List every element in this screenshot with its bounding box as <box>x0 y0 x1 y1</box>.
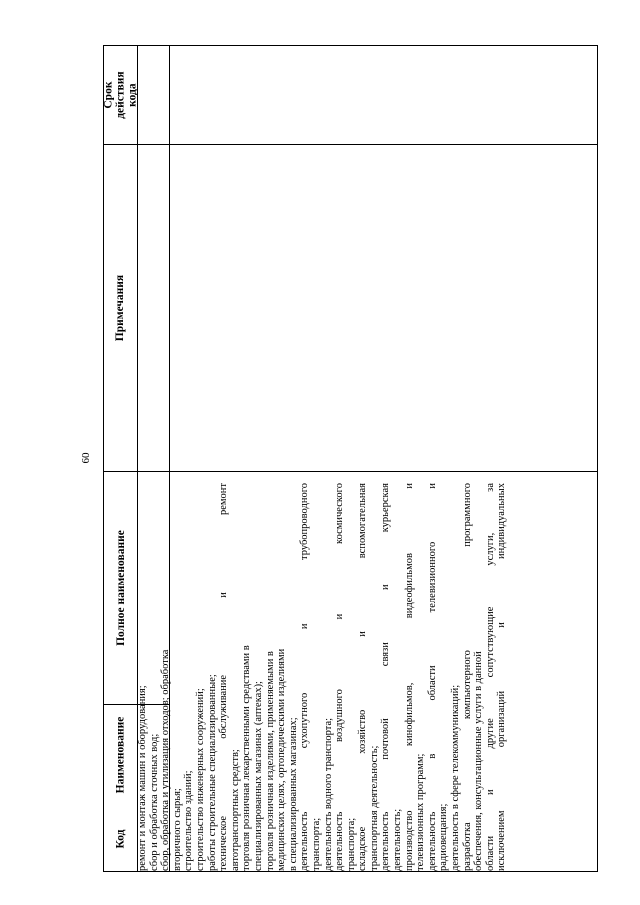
text-line: радиовещания; <box>438 803 450 871</box>
text-line: деятельность в сфере телекоммуникаций; <box>450 684 462 871</box>
text-line: деятельность; <box>392 808 404 871</box>
text-line: разработка компьютерного программного <box>461 483 473 871</box>
header-code-label: Код <box>114 829 127 849</box>
text-line: техническое обслуживание и ремонт <box>218 483 230 871</box>
header-name-label: Наименование <box>114 717 127 794</box>
text-line: транспорта; <box>345 817 357 871</box>
text-line: транспорта; <box>310 817 322 871</box>
text-line: медицинских целях, ортопедическими изделиями <box>276 648 288 871</box>
text-line: деятельность сухопутного и трубопроводного <box>299 483 311 871</box>
text-line: складское хозяйство и вспомогательная <box>357 483 369 871</box>
text-line: производство кинофильмов, видеофильмов и <box>403 483 415 871</box>
page-number: 60 <box>80 452 92 464</box>
text-line: деятельность в области телевизионного и <box>426 483 438 871</box>
header-name <box>104 705 137 806</box>
text-line: обеспечения, консультационные услуги в данной <box>473 651 485 871</box>
text-line: сбор и обработка сточных вод; <box>148 733 160 871</box>
header-validity <box>104 46 137 144</box>
text-line: работы строительные специализированные; <box>206 674 218 871</box>
text-line: специализированных магазинах (аптеках); <box>252 681 264 871</box>
header-code <box>104 807 137 871</box>
text-line: строительство зданий; <box>183 770 195 871</box>
row-divider <box>104 471 598 472</box>
text-line: автотранспортных средств; <box>229 749 241 871</box>
text-line: вторичного сырья; <box>171 788 183 871</box>
full-name-cell <box>137 483 508 871</box>
text-line: торговля розничная изделиями, применяемыми в <box>264 651 276 871</box>
text-line: телевизионных программ; <box>415 753 427 871</box>
header-validity-label: Срок действия кода <box>102 71 139 119</box>
text-line: в специализированных магазинах; <box>287 717 299 871</box>
header-notes-label: Примечания <box>114 274 127 342</box>
row-divider <box>104 144 598 145</box>
text-line: деятельность воздушного и космического <box>334 483 346 871</box>
text-line: строительство инженерных сооружений; <box>194 688 206 871</box>
text-line: исключением организаций и индивидуальных <box>496 483 508 871</box>
text-line: деятельность почтовой связи и курьерская <box>380 483 392 871</box>
text-line: сбор, обработка и утилизация отходов; обработка <box>160 649 172 871</box>
text-line: ремонт и монтаж машин и оборудования; <box>137 685 148 871</box>
header-full-name <box>104 472 137 704</box>
header-notes <box>104 145 137 471</box>
text-line: торговля розничная лекарственными средствами в <box>241 645 253 871</box>
text-line: деятельность водного транспорта; <box>322 717 334 871</box>
header-full-name-label: Полное наименование <box>114 530 127 646</box>
text-line: транспортная деятельность; <box>368 745 380 871</box>
text-line: области и другие сопутствующие услуги, за <box>484 483 496 871</box>
